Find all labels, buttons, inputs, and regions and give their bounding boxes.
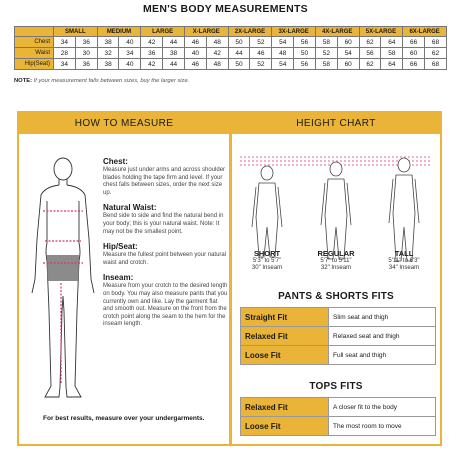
table-cell: 34 (54, 59, 76, 70)
table-cell: 54 (272, 59, 294, 70)
pants-fits-table (240, 307, 436, 365)
measure-footer: For best results, measure over your undergarments. (43, 415, 205, 422)
table-cell: 58 (381, 48, 403, 59)
size-header-cell: 4X-LARGE (315, 27, 359, 37)
table-cell: 44 (228, 48, 250, 59)
table-cell: 48 (206, 59, 228, 70)
table-cell: 42 (141, 59, 163, 70)
row-label: Hip(Seat) (15, 59, 54, 70)
height-short-range: 5'3" to 5'7" (252, 257, 282, 264)
inseam-heading: Inseam: (103, 273, 134, 283)
table-cell: 54 (272, 37, 294, 48)
table-cell: 60 (337, 37, 359, 48)
how-to-measure-panel (17, 111, 231, 446)
fit-desc: Full seat and thigh (329, 346, 436, 365)
inseam-text: Measure from your crotch to the desired length on body. You may also measure pants that you currently own and like. Lay the garment flat and smooth out. Measure on the front from the crotch point along the seam to the hem for the inseam length. (103, 283, 228, 328)
hip-text: Measure the fullest point between your natural waist and crotch. (103, 252, 227, 266)
row-label: Waist (15, 48, 54, 59)
table-cell: 40 (119, 37, 141, 48)
table-cell: 50 (228, 59, 250, 70)
size-table (14, 26, 447, 70)
height-figures-icon (232, 137, 440, 297)
fit-desc: Relaxed seat and thigh (329, 327, 436, 346)
table-cell: 46 (250, 48, 272, 59)
table-cell: 60 (403, 48, 425, 59)
table-cell: 36 (75, 37, 97, 48)
table-cell: 44 (163, 37, 185, 48)
table-cell: 68 (425, 59, 447, 70)
table-cell: 34 (54, 37, 76, 48)
height-tall-name: TALL (394, 249, 414, 258)
tops-fits-table (240, 397, 436, 436)
table-row-hip (15, 59, 447, 70)
table-cell: 32 (97, 48, 119, 59)
table-cell: 36 (141, 48, 163, 59)
table-cell: 48 (206, 37, 228, 48)
size-header-cell: SMALL (54, 27, 98, 37)
table-cell: 64 (381, 37, 403, 48)
height-tall (374, 250, 434, 273)
table-cell: 62 (359, 59, 381, 70)
size-header-corner (15, 27, 54, 37)
table-cell: 38 (163, 48, 185, 59)
table-cell: 34 (119, 48, 141, 59)
table-cell: 58 (315, 59, 337, 70)
size-header-row (15, 27, 447, 37)
height-short-name: SHORT (253, 249, 281, 258)
table-row (241, 417, 436, 436)
height-chart-heading: HEIGHT CHART (232, 113, 440, 134)
table-cell: 50 (228, 37, 250, 48)
table-cell: 52 (250, 37, 272, 48)
table-cell: 44 (163, 59, 185, 70)
page-title: MEN'S BODY MEASUREMENTS (143, 3, 308, 15)
table-cell: 56 (359, 48, 381, 59)
height-regular-name: REGULAR (317, 249, 355, 258)
table-cell: 28 (54, 48, 76, 59)
height-regular (306, 250, 366, 273)
table-cell: 46 (184, 59, 206, 70)
pants-fits-title: PANTS & SHORTS FITS (278, 291, 394, 302)
measure-instructions (103, 157, 228, 329)
table-cell: 42 (141, 37, 163, 48)
table-cell: 60 (337, 59, 359, 70)
table-cell: 52 (250, 59, 272, 70)
table-cell: 40 (119, 59, 141, 70)
row-label: Chest (15, 37, 54, 48)
table-row (241, 398, 436, 417)
table-cell: 40 (184, 48, 206, 59)
fit-name: Loose Fit (241, 417, 329, 436)
table-cell: 56 (294, 59, 316, 70)
size-header-cell: LARGE (141, 27, 185, 37)
waist-heading: Natural Waist: (103, 203, 157, 213)
waist-text: Bend side to side and find the natural bend in your body; this is your natural waist. Note: It may not be the smallest point. (103, 213, 224, 235)
table-cell: 36 (75, 59, 97, 70)
table-row-chest (15, 37, 447, 48)
table-cell: 30 (75, 48, 97, 59)
height-chart-panel (230, 111, 442, 446)
table-cell: 66 (403, 59, 425, 70)
fit-name: Relaxed Fit (241, 327, 329, 346)
table-row (241, 327, 436, 346)
table-cell: 58 (315, 37, 337, 48)
note-label: NOTE: (14, 78, 33, 84)
size-header-cell: 3X-LARGE (272, 27, 316, 37)
chest-heading: Chest: (103, 157, 128, 166)
table-cell: 64 (381, 59, 403, 70)
how-to-measure-heading: HOW TO MEASURE (19, 113, 229, 134)
table-cell: 46 (184, 37, 206, 48)
fit-desc: Slim seat and thigh (329, 308, 436, 327)
table-cell: 42 (206, 48, 228, 59)
size-header-cell: 6X-LARGE (403, 27, 447, 37)
table-row (241, 308, 436, 327)
height-short (237, 250, 297, 273)
table-cell: 62 (359, 37, 381, 48)
size-header-cell: X-LARGE (184, 27, 228, 37)
table-cell: 50 (294, 48, 316, 59)
fit-name: Straight Fit (241, 308, 329, 327)
height-short-inseam: 30" Inseam (251, 265, 283, 271)
fit-name: Relaxed Fit (241, 398, 329, 417)
table-row (241, 346, 436, 365)
table-cell: 66 (403, 37, 425, 48)
height-tall-range: 5'11" to 6'3" (388, 257, 420, 264)
size-note (14, 78, 189, 84)
height-regular-range: 5'7" to 5'11" (320, 257, 352, 264)
table-cell: 38 (97, 59, 119, 70)
chest-text: Measure just under arms and across shoulder blades holding the tape firm and level. If your chest falls between sizes, order the next size up. (103, 167, 226, 196)
table-cell: 54 (337, 48, 359, 59)
size-header-cell: 2X-LARGE (228, 27, 272, 37)
hip-heading: Hip/Seat: (103, 242, 138, 252)
table-cell: 38 (97, 37, 119, 48)
table-cell: 56 (294, 37, 316, 48)
size-header-cell: MEDIUM (97, 27, 141, 37)
table-cell: 62 (425, 48, 447, 59)
fit-desc: A closer fit to the body (329, 398, 436, 417)
height-regular-inseam: 32" Inseam (320, 265, 352, 271)
note-text: If your measurement falls between sizes, buy the larger size. (33, 78, 190, 84)
table-row-waist (15, 48, 447, 59)
table-cell: 52 (315, 48, 337, 59)
fit-desc: The most room to move (329, 417, 436, 436)
body-diagram-icon (23, 151, 103, 406)
fit-name: Loose Fit (241, 346, 329, 365)
size-header-cell: 5X-LARGE (359, 27, 403, 37)
tops-fits-title: TOPS FITS (309, 381, 363, 392)
table-cell: 68 (425, 37, 447, 48)
height-tall-inseam: 34" Inseam (388, 265, 420, 271)
table-cell: 48 (272, 48, 294, 59)
